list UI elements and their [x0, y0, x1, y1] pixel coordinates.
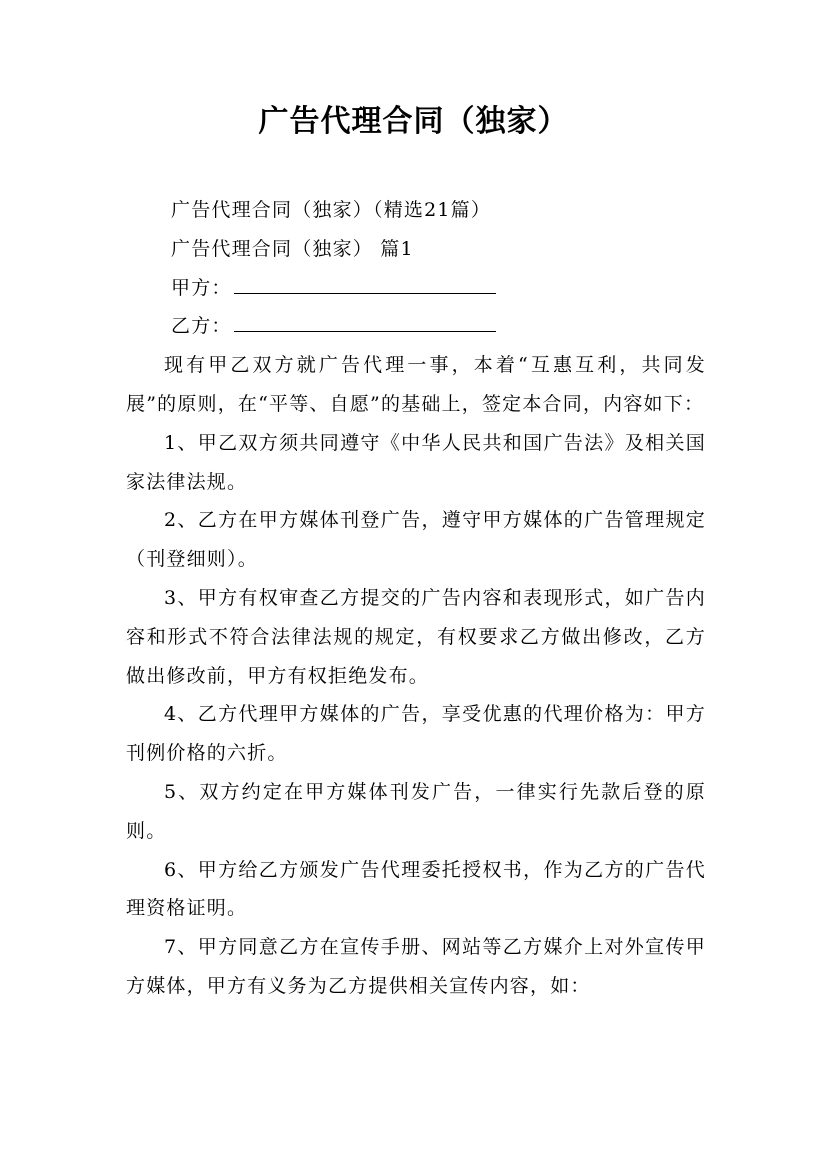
section-heading: 广告代理合同（独家） 篇1	[171, 237, 414, 260]
paragraph-clause-2: 2、乙方在甲方媒体刊登广告，遵守甲方媒体的广告管理规定（刊登细则）。	[126, 509, 706, 571]
party-b-line	[126, 307, 706, 346]
paragraph-intro: 现有甲乙双方就广告代理一事，本着“互惠互利，共同发展”的原则，在“平等、自愿”的基础上，签定本合同，内容如下：	[126, 354, 706, 415]
party-a-label: 甲方：	[171, 276, 232, 299]
document-title: 广告代理合同（独家）	[258, 104, 569, 139]
party-b-blank	[234, 330, 496, 332]
paragraph-clause-1: 1、甲乙双方须共同遵守《中华人民共和国广告法》及相关国家法律法规。	[126, 431, 706, 493]
paragraph-clause-6: 6、甲方给乙方颁发广告代理委托授权书，作为乙方的广告代理资格证明。	[126, 858, 706, 920]
paragraph-clause-7: 7、甲方同意乙方在宣传手册、网站等乙方媒介上对外宣传甲方媒体，甲方有义务为乙方提供相关宣传内容，如：	[126, 936, 706, 997]
document-subtitle: 广告代理合同（独家）（精选21篇）	[171, 199, 492, 221]
party-b-label: 乙方：	[171, 315, 232, 338]
party-a-blank	[234, 292, 496, 294]
party-a-line	[126, 269, 706, 308]
paragraph-clause-3: 3、甲方有权审查乙方提交的广告内容和表现形式，如广告内容和形式不符合法律法规的规定，有权要求乙方做出修改，乙方做出修改前，甲方有权拒绝发布。	[126, 586, 706, 687]
paragraph-clause-4: 4、乙方代理甲方媒体的广告，享受优惠的代理价格为：甲方刊例价格的六折。	[126, 703, 706, 765]
document-body	[126, 191, 706, 1006]
paragraph-clause-5: 5、双方约定在甲方媒体刊发广告，一律实行先款后登的原则。	[126, 780, 706, 842]
